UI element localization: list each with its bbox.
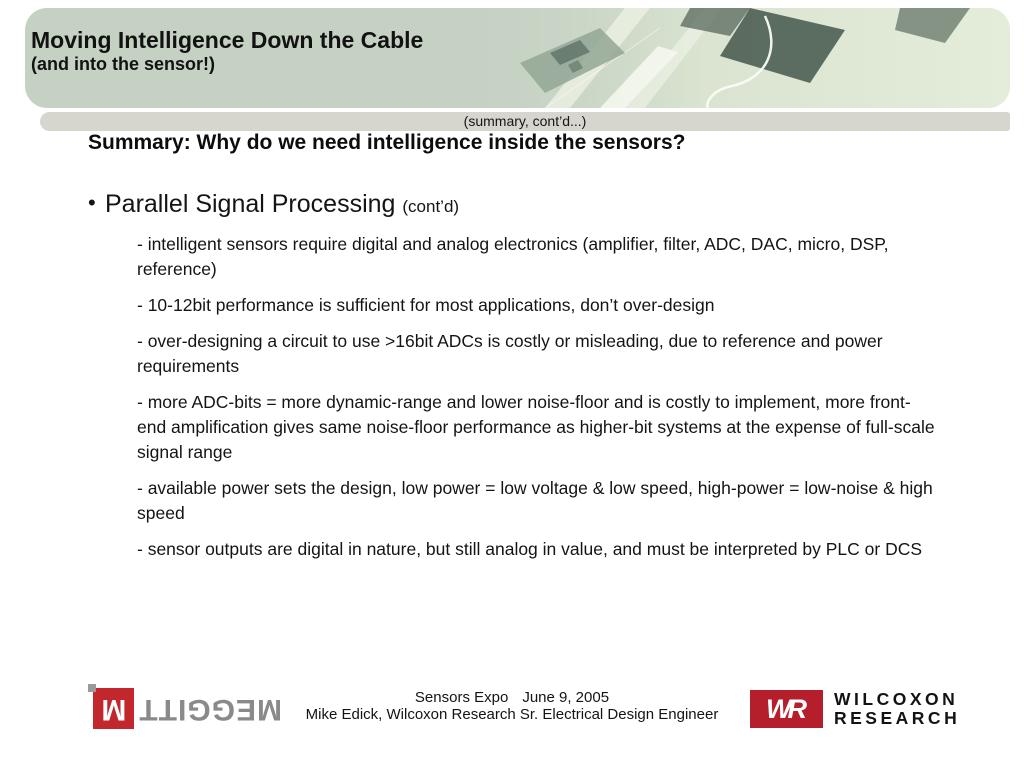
point-paragraph: - over-designing a circuit to use >16bit ADCs is costly or misleading, due to reference and power requirements [137, 331, 883, 376]
point-paragraph: - intelligent sensors require digital and analog electronics (amplifier, filter, ADC, DAC, micro, DSP, reference) [137, 234, 889, 279]
body-points [137, 232, 937, 573]
wilcoxon-monogram: WR [766, 693, 803, 724]
tagline-bar [40, 112, 1010, 131]
wilcoxon-monogram-box [750, 690, 823, 728]
slide-subtitle: (and into the sensor!) [31, 54, 215, 74]
event-name: Sensors Expo [414, 689, 509, 706]
meggitt-wordmark: MEGGITT [138, 693, 282, 726]
bullet-suffix: (cont’d) [402, 197, 460, 216]
point-paragraph: - 10-12bit performance is sufficient for most applications, don’t over-design [137, 295, 715, 315]
bullet-label: Parallel Signal Processing [105, 190, 396, 218]
bullet-marker: • [88, 190, 96, 215]
header-banner [25, 8, 1010, 108]
slide-title: Moving Intelligence Down the Cable [31, 27, 424, 53]
presenter-line: Mike Edick, Wilcoxon Research Sr. Electrical Design Engineer [305, 705, 719, 723]
point-paragraph: - available power sets the design, low power = low voltage & low speed, high-power = low-noise & high speed [137, 478, 933, 523]
point-paragraph: - more ADC-bits = more dynamic-range and lower noise-floor and is costly to implement, more front-end amplification gives same noise-floor performance as higher-bit systems at the expense of full-scale signal range [137, 392, 935, 462]
event-date: June 9, 2005 [522, 689, 610, 706]
header-title-block [25, 8, 1010, 74]
wilcoxon-wordmark-line1: WILCOXON [834, 689, 959, 709]
tagline-text: (summary, cont’d...) [463, 113, 587, 129]
bullet-item [88, 188, 988, 222]
wilcoxon-research-logo [750, 688, 960, 730]
wilcoxon-wordmark [834, 690, 960, 728]
slide-heading: Summary: Why do we need intelligence inside the sensors? [88, 131, 686, 154]
point-paragraph: - sensor outputs are digital in nature, but still analog in value, and must be interpreted by PLC or DCS [137, 539, 923, 559]
meggitt-monogram: M [101, 693, 127, 726]
wilcoxon-wordmark-line2: RESEARCH [834, 708, 961, 728]
